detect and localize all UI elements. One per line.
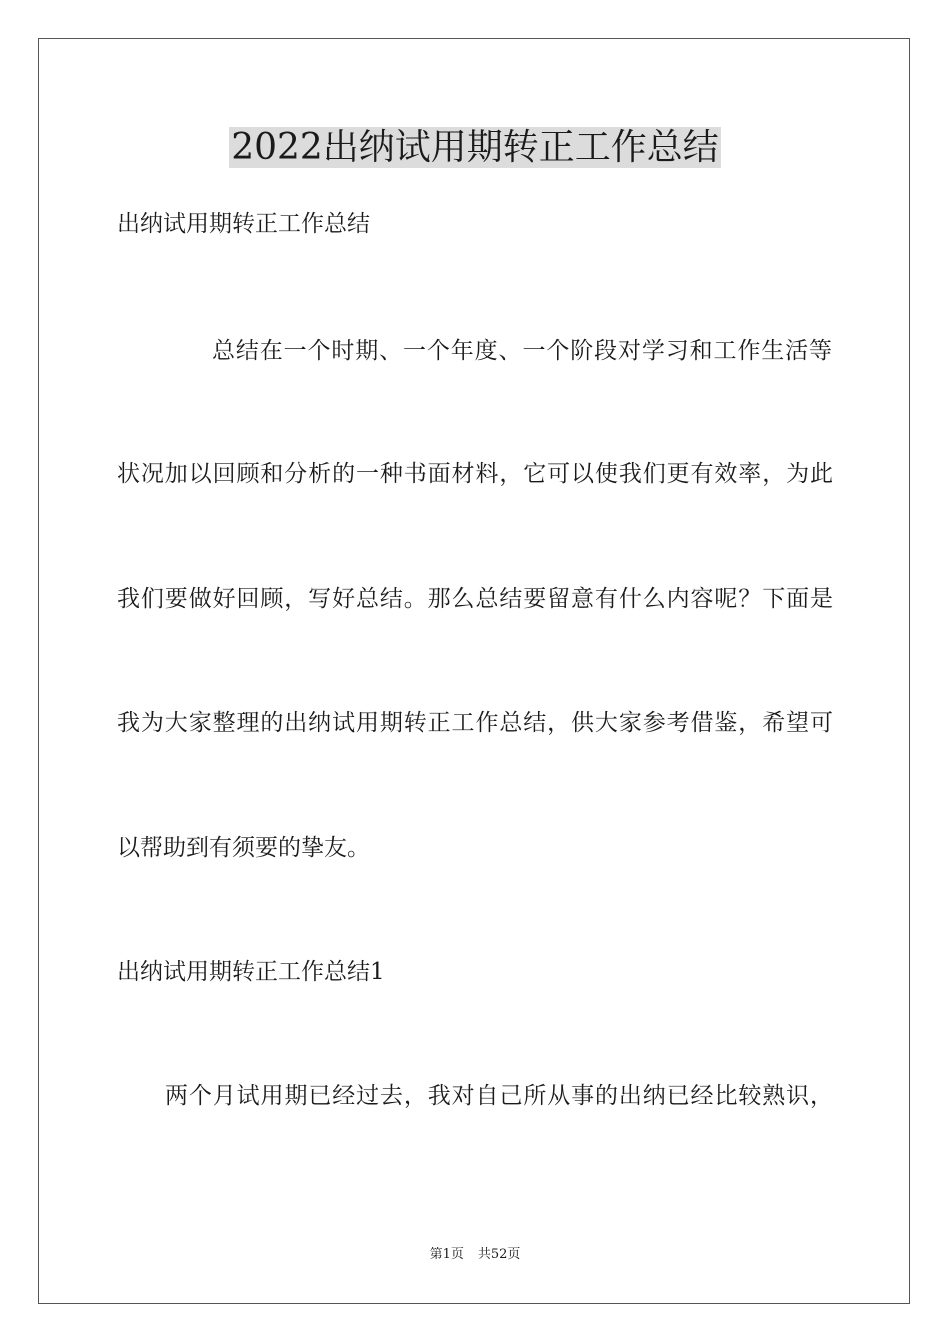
paragraph-line-3: 我们要做好回顾，写好总结。那么总结要留意有什么内容呢？下面是	[117, 586, 833, 612]
paragraph-line-5: 以帮助到有须要的挚友。	[117, 835, 370, 861]
page-total: 共52页	[477, 1247, 521, 1262]
page-footer	[0, 1246, 950, 1264]
paragraph-line-4: 我为大家整理的出纳试用期转正工作总结，供大家参考借鉴，希望可	[117, 710, 833, 736]
section-heading: 出纳试用期转正工作总结1	[117, 959, 385, 985]
section-paragraph-line-1: 两个月试用期已经过去，我对自己所从事的出纳已经比较熟识，	[165, 1083, 833, 1109]
paragraph-line-1: 总结在一个时期、一个年度、一个阶段对学习和工作生活等	[212, 338, 832, 364]
document-title	[0, 126, 950, 170]
paragraph-line-2: 状况加以回顾和分析的一种书面材料，它可以使我们更有效率，为此	[117, 461, 833, 487]
page-number: 第1页	[429, 1247, 464, 1262]
document-subtitle: 出纳试用期转正工作总结	[117, 211, 370, 237]
document-title-text: 2022出纳试用期转正工作总结	[231, 127, 719, 168]
